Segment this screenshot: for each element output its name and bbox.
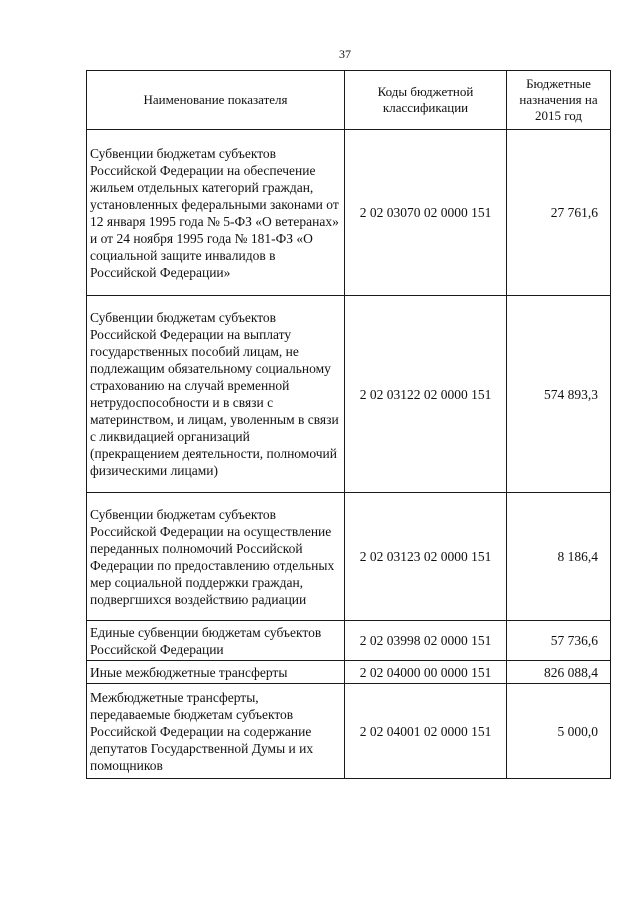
row-budget-code: 2 02 04001 02 0000 151 (345, 684, 507, 779)
row-budget-amount: 57 736,6 (507, 621, 611, 661)
table-row (87, 684, 611, 779)
row-budget-code: 2 02 03123 02 0000 151 (345, 493, 507, 621)
table-row (87, 661, 611, 684)
row-indicator-name: Межбюджетные трансферты, передаваемые бюджетам субъектов Российской Федерации на содержание депутатов Государственной Думы и их помощников (87, 684, 345, 779)
header-indicator-name: Наименование показателя (87, 71, 345, 130)
row-indicator-name: Субвенции бюджетам субъектов Российской Федерации на выплату государственных пособий лицам, не подлежащим обязательному социальному страхованию на случай временной нетрудоспособности и в связи с материнством, и лицам, уволенным в связи с ликвидацией организаций (прекращением деятельности, полномочий физическими лицами) (87, 296, 345, 493)
table-row (87, 621, 611, 661)
row-budget-amount: 5 000,0 (507, 684, 611, 779)
row-budget-code: 2 02 03122 02 0000 151 (345, 296, 507, 493)
page-number: 37 (339, 47, 351, 61)
row-budget-code: 2 02 04000 00 0000 151 (345, 661, 507, 684)
row-budget-amount: 27 761,6 (507, 130, 611, 296)
budget-table (86, 70, 611, 779)
row-indicator-name: Иные межбюджетные трансферты (87, 661, 345, 684)
header-budget-amount: Бюджетные назначения на 2015 год (507, 71, 611, 130)
row-budget-amount: 826 088,4 (507, 661, 611, 684)
table-header-row (87, 71, 611, 130)
table-row (87, 493, 611, 621)
table-row (87, 130, 611, 296)
row-indicator-name: Субвенции бюджетам субъектов Российской Федерации на обеспечение жильем отдельных категорий граждан, установленных федеральными законами от 12 января 1995 года № 5-ФЗ «О ветеранах» и от 24 ноября 1995 года № 181-ФЗ «О социальной защите инвалидов в Российской Федерации» (87, 130, 345, 296)
row-budget-code: 2 02 03070 02 0000 151 (345, 130, 507, 296)
row-indicator-name: Субвенции бюджетам субъектов Российской Федерации на осуществление переданных полномочий Российской Федерации по предоставлению отдельных мер социальной поддержки граждан, подвергшихся воздействию радиации (87, 493, 345, 621)
row-indicator-name: Единые субвенции бюджетам субъектов Российской Федерации (87, 621, 345, 661)
row-budget-amount: 574 893,3 (507, 296, 611, 493)
table-row (87, 296, 611, 493)
row-budget-amount: 8 186,4 (507, 493, 611, 621)
row-budget-code: 2 02 03998 02 0000 151 (345, 621, 507, 661)
header-budget-code: Коды бюджетной классификации (345, 71, 507, 130)
